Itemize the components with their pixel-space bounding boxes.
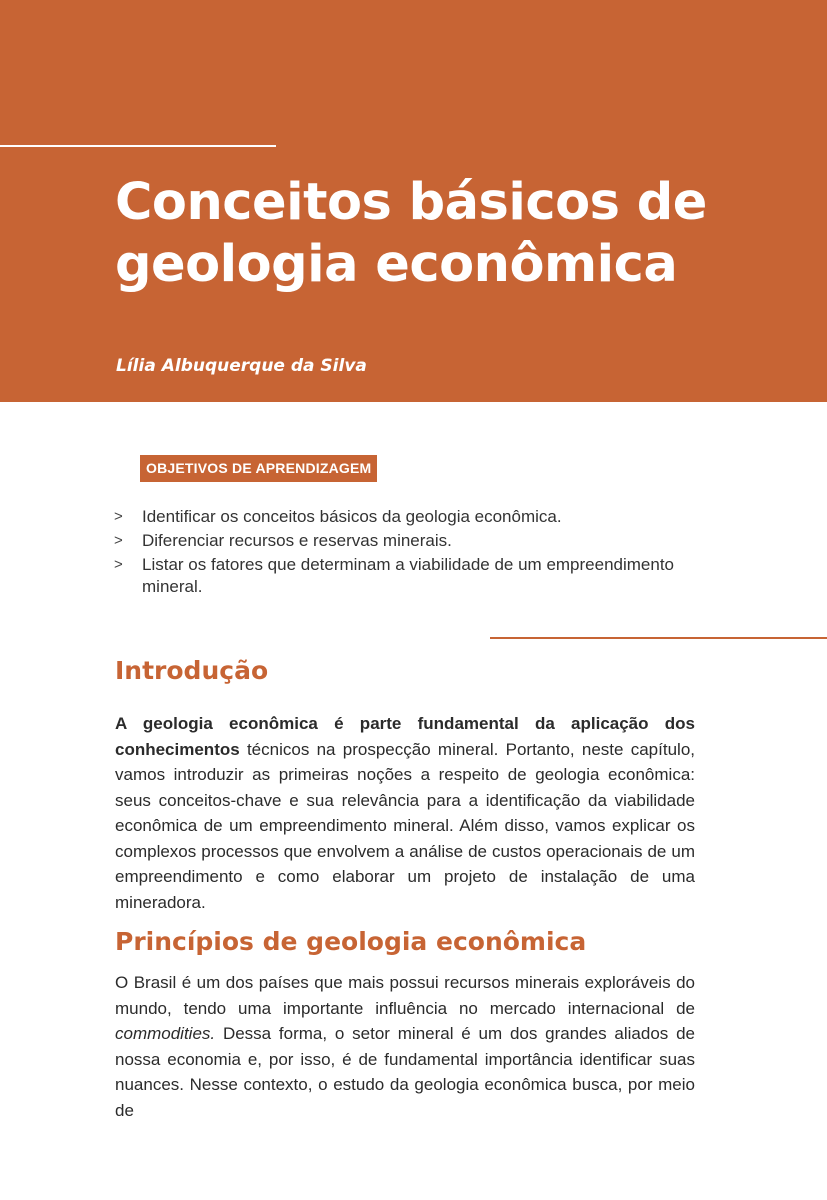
intro-lead: A geologia econômica é parte fundamental da aplicação dos conhecimentos <box>115 714 695 759</box>
objective-text: Listar os fatores que determinam a viabilidade de um empreendimento mineral. <box>142 555 675 596</box>
principles-text-after: Dessa forma, o setor mineral é um dos grandes aliados de nossa economia e, por isso, é de fundamental importância identificar suas nuances. Nesse contexto, o estudo da geologia econômica busca, por meio de <box>115 1024 695 1120</box>
section-rule <box>490 637 827 639</box>
principles-heading: Princípios de geologia econômica <box>115 927 587 956</box>
author-name: Lília Albuquerque da Silva <box>116 356 367 376</box>
bullet-arrow-icon: > <box>114 556 123 573</box>
objectives-badge: OBJETIVOS DE APRENDIZAGEM <box>140 455 377 482</box>
bullet-arrow-icon: > <box>114 532 123 549</box>
bullet-arrow-icon: > <box>114 508 123 525</box>
chapter-title-line-2: geologia econômica <box>115 235 678 294</box>
chapter-title-line-1: Conceitos básicos de <box>115 173 707 232</box>
objectives-list <box>114 506 704 600</box>
principles-text-before: O Brasil é um dos países que mais possui recursos minerais exploráveis do mundo, tendo uma importante influência no mercado internacional de <box>115 973 695 1018</box>
objective-text: Diferenciar recursos e reservas minerais. <box>142 531 452 550</box>
intro-body: técnicos na prospecção mineral. Portanto, neste capítulo, vamos introduzir as primeiras noções a respeito de geologia econômica: seus conceitos-chave e sua relevância para a identificação da viabilidade econômica de um empreendimento mineral. Além disso, vamos explicar os complexos processos que envolvem a análise de custos operacionais de um empreendimento e como elaborar um projeto de instalação de uma mineradora. <box>115 739 695 912</box>
chapter-title <box>115 172 795 296</box>
principles-italic-word: commodities. <box>115 1024 216 1043</box>
header-rule <box>0 145 276 147</box>
chapter-header <box>0 0 827 402</box>
objective-text: Identificar os conceitos básicos da geologia econômica. <box>142 507 562 526</box>
objective-item <box>114 530 704 552</box>
objective-item <box>114 554 704 598</box>
intro-paragraph <box>115 711 695 915</box>
objective-item <box>114 506 704 528</box>
intro-heading: Introdução <box>115 656 269 685</box>
principles-paragraph <box>115 970 695 1123</box>
